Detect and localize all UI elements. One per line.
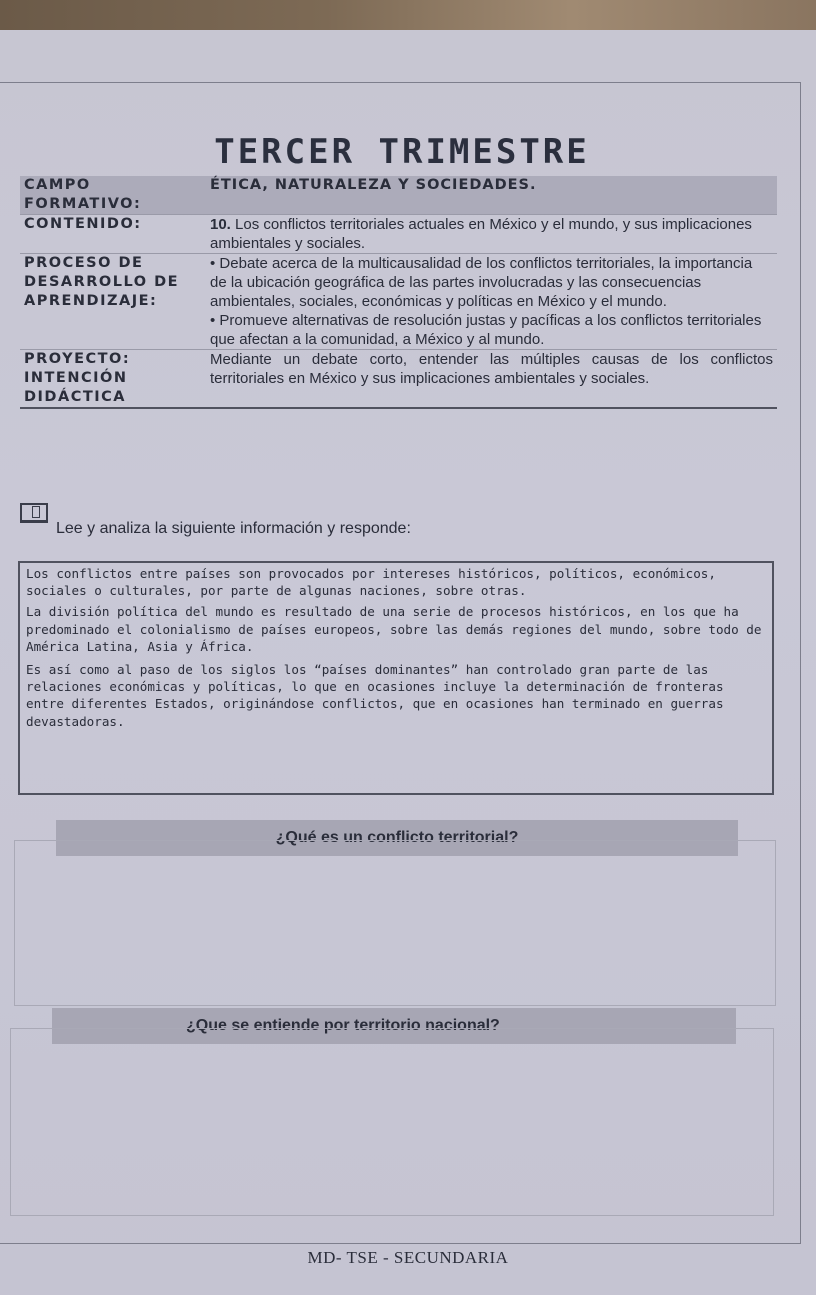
reading-box xyxy=(18,561,774,795)
question-1-header: ¿Qué es un conflicto territorial? xyxy=(56,820,738,856)
instruction-text: Lee y analiza la siguiente información y responde: xyxy=(56,520,411,537)
proyecto-label: PROYECTO: INTENCIÓN DIDÁCTICA xyxy=(20,350,206,409)
proceso-item-2: • Promueve alternativas de resolución justas y pacíficas a los conflictos territoriales que afectan a la comunidad, a México y al mundo. xyxy=(210,312,762,348)
campo-row xyxy=(20,176,777,215)
contenido-number: 10. xyxy=(210,216,231,233)
reading-paragraph: Es así como al paso de los siglos los “países dominantes” han controlado gran parte de las relaciones económicas y políticas, lo que en ocasiones incluye la determinación de fronteras entre diferentes Estados, originándose conflictos, que en ocasiones han terminado en guerras devastadoras. xyxy=(26,662,724,729)
footer-text: MD- TSE - SECUNDARIA xyxy=(307,1248,509,1267)
reading-book-icon xyxy=(20,503,48,523)
campo-value: ÉTICA, NATURALEZA Y SOCIEDADES. xyxy=(210,177,537,193)
proceso-row xyxy=(20,254,777,350)
contenido-value: Los conflictos territoriales actuales en México y el mundo, y sus implicaciones ambientales y sociales. xyxy=(210,216,752,252)
contenido-row xyxy=(20,215,777,254)
proceso-label: PROCESO DE DESARROLLO DE APRENDIZAJE: xyxy=(20,254,206,350)
reading-paragraph: La división política del mundo es resultado de una serie de procesos históricos, en los que ha predominado el colonialismo de países europeos, sobre las demás regiones del mundo, sobre todo de América Latina, Asia y África. xyxy=(26,604,762,654)
info-table xyxy=(20,176,777,409)
answer-box-2[interactable] xyxy=(10,1028,774,1216)
contenido-cell xyxy=(206,215,777,254)
bullet-icon: • xyxy=(210,312,220,329)
page-title: TERCER TRIMESTRE xyxy=(214,132,590,172)
bullet-icon: • xyxy=(210,255,220,272)
contenido-label: CONTENIDO: xyxy=(20,215,206,254)
question-2-header: ¿Que se entiende por territorio nacional? xyxy=(52,1008,736,1044)
proyecto-value: Mediante un debate corto, entender las múltiples causas de los conflictos territoriales en México y sus implicaciones ambientales y sociales. xyxy=(206,350,777,409)
campo-label: CAMPO FORMATIVO: xyxy=(24,177,142,212)
proceso-item-1: • Debate acerca de la multicausalidad de los conflictos territoriales, la importancia de la ubicación geográfica de las partes involucradas y las consecuencias ambientales, sociales, económicas y políticas en México y el mundo. xyxy=(210,255,753,310)
proyecto-row xyxy=(20,350,777,409)
reading-paragraph: Los conflictos entre países son provocados por intereses históricos, políticos, económicos, sociales o culturales, por parte de algunas naciones, sobre otras. xyxy=(26,566,716,599)
proceso-cell xyxy=(206,254,777,350)
answer-box-1[interactable] xyxy=(14,840,776,1006)
